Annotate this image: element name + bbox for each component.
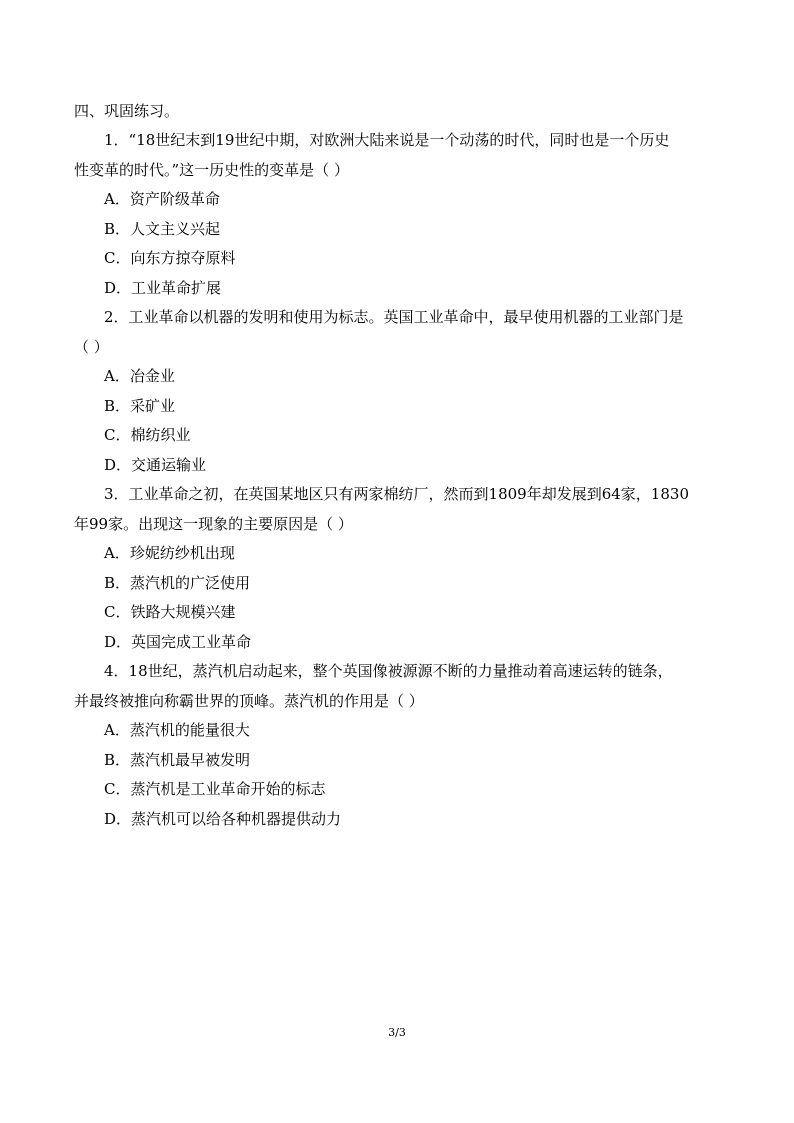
- option-b: B．采矿业: [104, 396, 176, 415]
- document-body: [74, 96, 724, 834]
- option-a: A．资产阶级革命: [104, 190, 220, 208]
- section-title: 四、巩固练习。: [74, 102, 180, 120]
- question-stem-line: （ ）: [74, 337, 109, 356]
- option-a: A．冶金业: [104, 367, 175, 385]
- question-stem-line: 并最终被推向称霸世界的顶峰。蒸汽机的作用是（ ）: [74, 691, 424, 710]
- question-stem-line: 1．“18世纪末到19世纪中期，对欧洲大陆来说是一个动荡的时代，同时也是一个历史: [104, 131, 670, 149]
- option-a: A．蒸汽机的能量很大: [104, 721, 250, 739]
- option-b: B．人文主义兴起: [104, 219, 221, 238]
- question-stem-line: 3．工业革命之初，在英国某地区只有两家棉纺厂，然而到1809年却发展到64家，1830: [104, 485, 689, 503]
- option-d: D．英国完成工业革命: [104, 632, 252, 651]
- option-c: C．蒸汽机是工业革命开始的标志: [104, 780, 326, 798]
- question-1: [74, 126, 724, 303]
- page-number: 3/3: [388, 1026, 406, 1039]
- option-b: B．蒸汽机最早被发明: [104, 750, 251, 769]
- question-stem-line: 4．18世纪，蒸汽机启动起来，整个英国像被源源不断的力量推动着高速运转的链条，: [104, 662, 673, 680]
- option-d: D．工业革命扩展: [104, 278, 222, 297]
- option-c: C．向东方掠夺原料: [104, 249, 236, 267]
- option-a: A．珍妮纺纱机出现: [104, 544, 235, 562]
- question-3: [74, 480, 724, 657]
- option-c: C．铁路大规模兴建: [104, 603, 236, 621]
- question-2: [74, 303, 724, 480]
- option-c: C．棉纺织业: [104, 426, 191, 444]
- question-stem-line: 2．工业革命以机器的发明和使用为标志。英国工业革命中，最早使用机器的工业部门是: [104, 308, 684, 326]
- option-b: B．蒸汽机的广泛使用: [104, 573, 251, 592]
- option-d: D．蒸汽机可以给各种机器提供动力: [104, 809, 342, 828]
- question-4: [74, 657, 724, 834]
- option-d: D．交通运输业: [104, 455, 207, 474]
- question-stem-line: 年99家。出现这一现象的主要原因是（ ）: [74, 514, 353, 533]
- question-stem-line: 性变革的时代。”这一历史性的变革是（ ）: [74, 160, 349, 179]
